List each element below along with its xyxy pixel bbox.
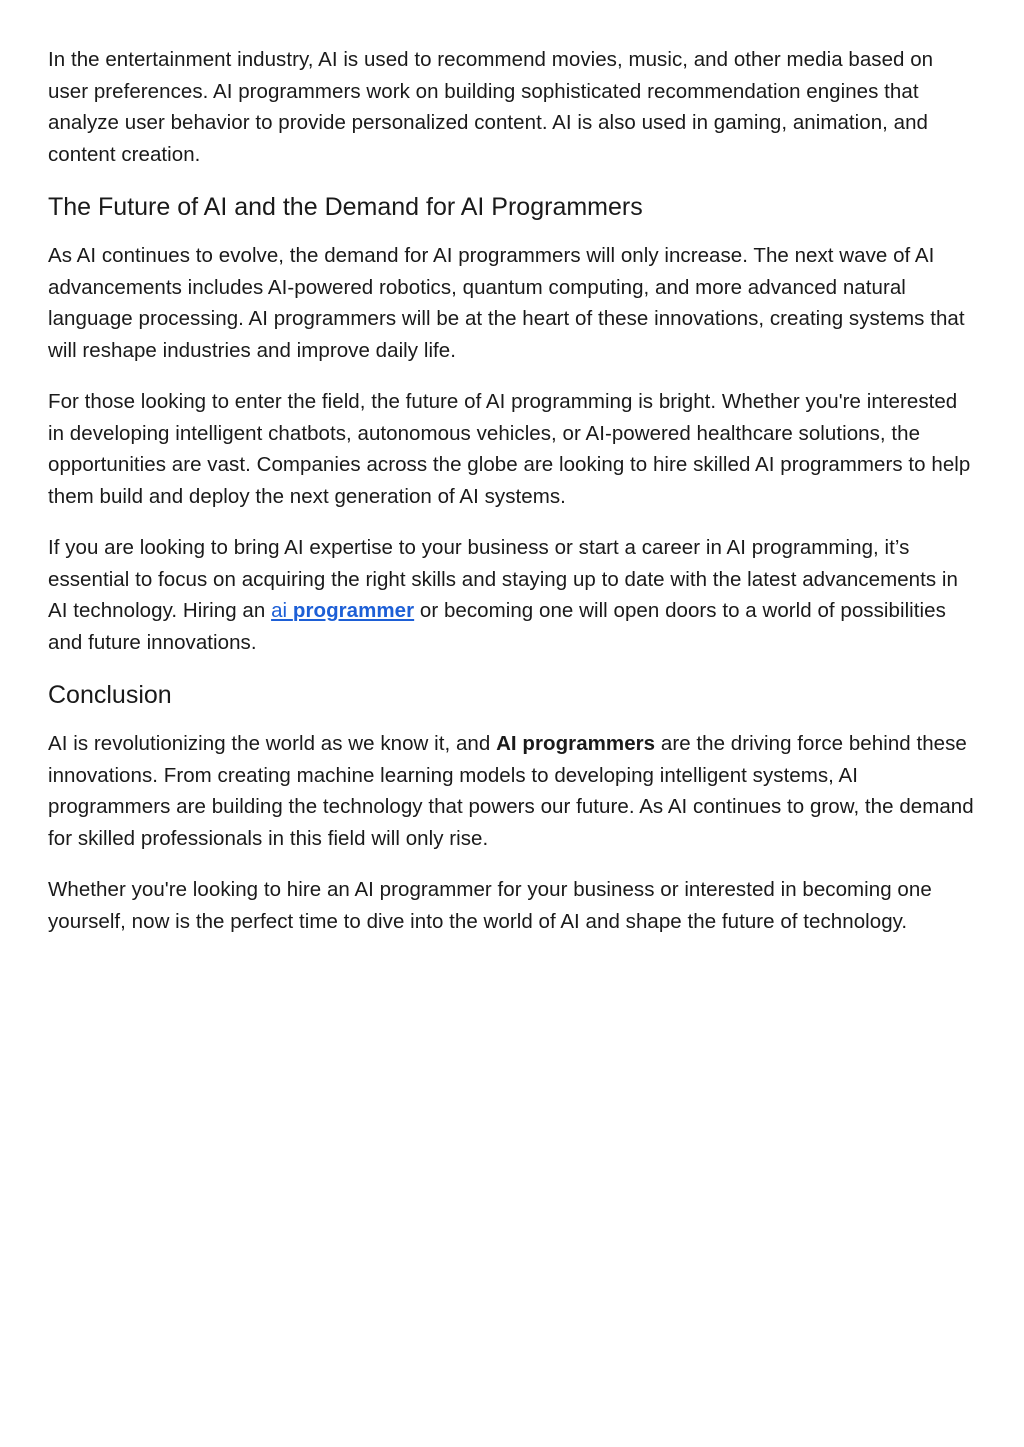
- paragraph-conclusion-text-end: are the driving force behind these innovations. From creating machine learning models to developing intelligent systems, AI programmers are building the technology that powers our future. As AI continues to grow, the demand for skilled professionals in this field will only rise.: [48, 732, 974, 850]
- paragraph-hiring: [48, 532, 978, 658]
- paragraph-future-demand: As AI continues to evolve, the demand for AI programmers will only increase. The next wave of AI advancements includes AI-powered robotics, quantum computing, and more advanced natural language processing. AI programmers will be at the heart of these innovations, creating systems that will reshape industries and improve daily life.: [48, 244, 965, 362]
- paragraph-career-opportunities: For those looking to enter the field, the future of AI programming is bright. Whether you're interested in developing intelligent chatbots, autonomous vehicles, or AI-powered healthcare solutions, the opportunities are vast. Companies across the globe are looking to hire skilled AI programmers to help them build and deploy the next generation of AI systems.: [48, 390, 971, 508]
- paragraph-closing: Whether you're looking to hire an AI programmer for your business or interested in becoming one yourself, now is the perfect time to dive into the world of AI and shape the future of technology.: [48, 878, 932, 933]
- paragraph-entertainment: In the entertainment industry, AI is used to recommend movies, music, and other media based on user preferences. AI programmers work on building sophisticated recommendation engines that analyze user behavior to provide personalized content. AI is also used in gaming, animation, and content creation.: [48, 48, 934, 166]
- paragraph-hiring-text-end: or becoming one will open doors to a world of possibilities and future innovations.: [48, 599, 946, 654]
- ai-programmers-bold: AI programmers: [496, 732, 656, 755]
- document-body: [48, 44, 978, 957]
- ai-programmer-link-plain: ai: [271, 599, 293, 622]
- ai-programmer-link[interactable]: [271, 599, 414, 622]
- section-heading-conclusion: Conclusion: [48, 681, 172, 709]
- section-heading-future: The Future of AI and the Demand for AI Programmers: [48, 193, 643, 221]
- ai-programmer-link-bold: programmer: [292, 599, 415, 622]
- paragraph-conclusion-text-start: AI is revolutionizing the world as we know it, and: [48, 732, 497, 755]
- paragraph-hiring-text-start: If you are looking to bring AI expertise to your business or start a career in AI programming, it’s essential to focus on acquiring the right skills and staying up to date with the latest advancements in AI technology. Hiring an: [48, 536, 958, 622]
- paragraph-conclusion: [48, 728, 978, 854]
